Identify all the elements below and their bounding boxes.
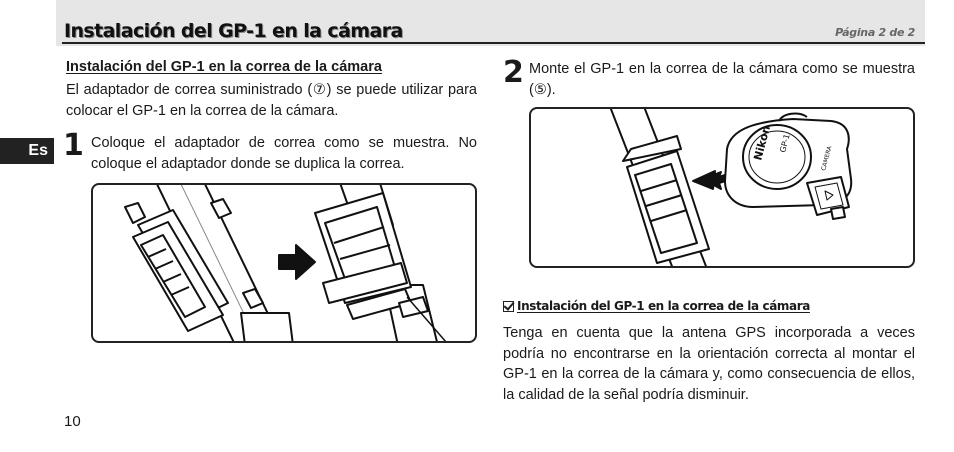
intro-paragraph: El adaptador de correa suministrado (⑦) se puede utilizar para colocar el GP-1 en la correa de la cámara. bbox=[66, 82, 477, 119]
step-1-number: 1 bbox=[63, 128, 83, 163]
step-1-text: Coloque el adaptador de correa como se muestra. No coloque el adaptador donde se duplica la correa. bbox=[91, 135, 477, 172]
gp1-port-label: CAMERA bbox=[820, 145, 834, 172]
checkbox-note-icon bbox=[503, 301, 514, 312]
header-rule bbox=[62, 42, 925, 44]
gp1-brand-label: Nikon bbox=[751, 124, 774, 162]
step-2-text: Monte el GP-1 en la correa de la cámara como se muestra (⑤). bbox=[529, 61, 915, 98]
page-indicator: Página 2 de 2 bbox=[835, 26, 915, 39]
note-heading bbox=[503, 299, 810, 313]
note-text: Tenga en cuenta que la antena GPS incorporada a veces podría no encontrarse en la orientación correcta al montar el GP-1 en la correa de la cámara y, como consecuencia de ellos, la calidad de la señal podría disminuir. bbox=[503, 325, 915, 403]
figure-gp1-mounting bbox=[529, 107, 915, 268]
figure-strap-adapter bbox=[91, 183, 477, 343]
gp1-model-label: GP-1 bbox=[778, 133, 792, 154]
page-number: 10 bbox=[64, 413, 81, 430]
language-tab: Es bbox=[0, 138, 54, 164]
step-2-number: 2 bbox=[503, 55, 523, 90]
page-title: Instalación del GP-1 en la cámara bbox=[64, 20, 403, 42]
note-heading-text: Instalación del GP-1 en la correa de la cámara bbox=[517, 299, 810, 313]
section-heading: Instalación del GP-1 en la correa de la cámara bbox=[66, 59, 382, 75]
